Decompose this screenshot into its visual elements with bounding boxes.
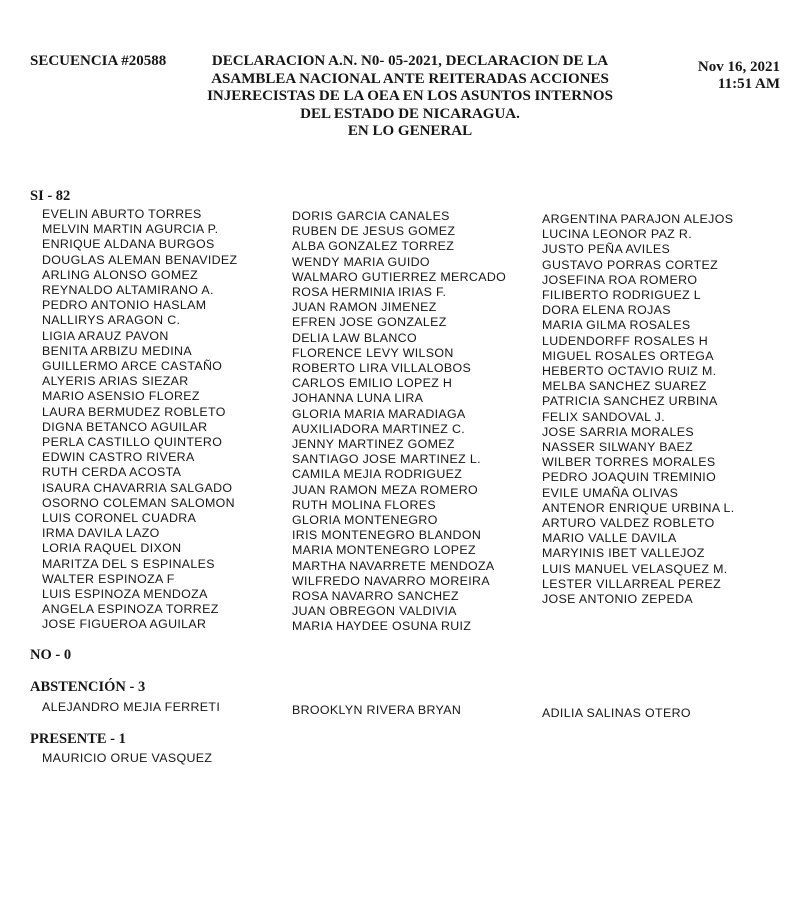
date: Nov 16, 2021	[697, 59, 780, 75]
si-voter-name: JOHANNA LUNA LIRA	[292, 391, 424, 406]
no-heading: NO - 0	[30, 647, 72, 663]
si-voter-name: MARIO ASENSIO FLOREZ	[42, 389, 200, 404]
title-line: ASAMBLEA NACIONAL ANTE REITERADAS ACCIONES	[211, 70, 609, 87]
si-voter-name: ALBA GONZALEZ TORREZ	[292, 239, 455, 254]
si-voter-name: LUIS MANUEL VELASQUEZ M.	[542, 561, 728, 576]
abstencion-name: ADILIA SALINAS OTERO	[542, 706, 691, 720]
si-voter-name: WILBER TORRES MORALES	[542, 455, 716, 470]
si-voter-name: GLORIA MONTENEGRO	[292, 513, 438, 528]
title-line: INJERECISTAS DE LA OEA EN LOS ASUNTOS INTERNOS	[207, 88, 613, 104]
si-voter-name: AUXILIADORA MARTINEZ C.	[292, 421, 466, 436]
si-voter-name: PERLA CASTILLO QUINTERO	[42, 435, 223, 450]
si-voter-name: FILIBERTO RODRIGUEZ L	[542, 288, 702, 303]
presente-heading: PRESENTE - 1	[30, 731, 126, 747]
si-voter-name: WENDY MARIA GUIDO	[292, 254, 430, 269]
si-voter-name: EFREN JOSE GONZALEZ	[292, 315, 447, 330]
si-voter-name: JOSE ANTONIO ZEPEDA	[542, 592, 694, 607]
si-voter-name: FLORENCE LEVY WILSON	[292, 345, 454, 360]
si-voter-name: ALYERIS ARIAS SIEZAR	[42, 374, 189, 389]
si-voter-name: IRMA DAVILA LAZO	[42, 526, 160, 541]
si-voter-name: LUDENDORFF ROSALES H	[542, 333, 709, 348]
si-voter-name: RUTH CERDA ACOSTA	[42, 465, 182, 480]
si-voter-name: MARIA GILMA ROSALES	[542, 318, 691, 333]
si-voter-name: LUIS ESPINOZA MENDOZA	[42, 587, 208, 602]
si-voter-name: JOSE SARRIA MORALES	[542, 424, 694, 439]
si-voter-name: SANTIAGO JOSE MARTINEZ L.	[292, 452, 481, 467]
si-voter-name: ROSA NAVARRO SANCHEZ	[292, 589, 459, 604]
si-voter-name: GLORIA MARIA MARADIAGA	[292, 406, 466, 421]
si-voter-name: EVELIN ABURTO TORRES	[42, 207, 202, 221]
si-voter-name: ROSA HERMINIA IRIAS F.	[292, 285, 447, 300]
si-voter-name: CARLOS EMILIO LOPEZ H	[292, 376, 453, 391]
si-voter-name: LESTER VILLARREAL PEREZ	[542, 576, 722, 591]
si-voter-name: JENNY MARTINEZ GOMEZ	[292, 437, 455, 452]
si-voter-name: GUILLERMO ARCE CASTAÑO	[42, 359, 223, 374]
title-line: DECLARACION A.N. N0- 05-2021, DECLARACION DE LA	[211, 53, 609, 69]
si-voter-name: PATRICIA SANCHEZ URBINA	[542, 394, 718, 409]
declaration-title	[190, 53, 630, 141]
si-voter-name: JUAN OBREGON VALDIVIA	[292, 604, 457, 619]
si-voter-name: LUIS CORONEL CUADRA	[42, 511, 197, 526]
si-voter-name: IRIS MONTENEGRO BLANDON	[292, 528, 482, 543]
si-column-1	[42, 207, 237, 633]
si-column-2	[292, 209, 506, 635]
si-heading: SI - 82	[30, 188, 71, 204]
si-voter-name: MARIO VALLE DAVILA	[542, 531, 677, 546]
si-voter-name: ISAURA CHAVARRIA SALGADO	[42, 480, 233, 495]
si-voter-name: MARYINIS IBET VALLEJOZ	[542, 546, 705, 561]
si-voter-name: MARTHA NAVARRETE MENDOZA	[292, 558, 495, 573]
si-voter-name: EDWIN CASTRO RIVERA	[42, 450, 195, 465]
si-voter-name: WALTER ESPINOZA F	[42, 571, 175, 586]
si-voter-name: WILFREDO NAVARRO MOREIRA	[292, 573, 490, 588]
si-voter-name: DORIS GARCIA CANALES	[292, 209, 450, 223]
si-voter-name: JUAN RAMON MEZA ROMERO	[292, 482, 478, 497]
si-voter-name: OSORNO COLEMAN SALOMON	[42, 495, 235, 510]
si-voter-name: PEDRO JOAQUIN TREMINIO	[542, 470, 717, 485]
si-column-3	[542, 212, 735, 607]
si-voter-name: JUAN RAMON JIMENEZ	[292, 300, 437, 315]
si-voter-name: JUSTO PEÑA AVILES	[542, 242, 671, 257]
title-line: EN LO GENERAL	[347, 123, 473, 139]
date-time	[660, 59, 780, 93]
si-voter-name: WALMARO GUTIERREZ MERCADO	[292, 269, 507, 284]
si-voter-name: CAMILA MEJIA RODRIGUEZ	[292, 467, 463, 482]
si-voter-name: FELIX SANDOVAL J.	[542, 409, 666, 424]
abstencion-name: ALEJANDRO MEJIA FERRETI	[42, 700, 221, 714]
si-voter-name: HEBERTO OCTAVIO RUIZ M.	[542, 364, 717, 379]
si-voter-name: MELVIN MARTIN AGURCIA P.	[42, 222, 219, 237]
si-voter-name: LAURA BERMUDEZ ROBLETO	[42, 404, 226, 419]
si-voter-name: JOSEFINA ROA ROMERO	[542, 272, 698, 287]
abstencion-name: BROOKLYN RIVERA BRYAN	[292, 703, 462, 717]
si-voter-name: NASSER SILWANY BAEZ	[542, 440, 694, 455]
si-voter-name: ROBERTO LIRA VILLALOBOS	[292, 361, 472, 376]
si-voter-name: MIGUEL ROSALES ORTEGA	[542, 348, 714, 363]
si-voter-name: LIGIA ARAUZ PAVON	[42, 328, 169, 343]
si-voter-name: NALLIRYS ARAGON C.	[42, 313, 181, 328]
si-voter-name: RUTH MOLINA FLORES	[292, 497, 436, 512]
si-voter-name: RUBEN DE JESUS GOMEZ	[292, 224, 456, 239]
si-voter-name: DOUGLAS ALEMAN BENAVIDEZ	[42, 252, 238, 267]
si-voter-name: LORIA RAQUEL DIXON	[42, 541, 182, 556]
sequence-number: SECUENCIA #20588	[30, 53, 167, 69]
si-voter-name: EVILE UMAÑA OLIVAS	[542, 485, 679, 500]
si-voter-name: ARGENTINA PARAJON ALEJOS	[542, 212, 734, 226]
si-voter-name: MELBA SANCHEZ SUAREZ	[542, 379, 707, 394]
title-line: DEL ESTADO DE NICARAGUA.	[300, 105, 520, 122]
si-voter-name: ANGELA ESPINOZA TORREZ	[42, 602, 219, 617]
si-voter-name: REYNALDO ALTAMIRANO A.	[42, 283, 214, 298]
si-voter-name: LUCINA LEONOR PAZ R.	[542, 227, 692, 242]
si-voter-name: ANTENOR ENRIQUE URBINA L.	[542, 500, 735, 515]
time: 11:51 AM	[717, 76, 780, 92]
si-voter-name: ARTURO VALDEZ ROBLETO	[542, 516, 715, 531]
si-voter-name: PEDRO ANTONIO HASLAM	[42, 298, 207, 313]
si-voter-name: DIGNA BETANCO AGUILAR	[42, 419, 208, 434]
si-voter-name: DORA ELENA ROJAS	[542, 303, 671, 318]
abstencion-heading: ABSTENCIÓN - 3	[30, 679, 146, 695]
si-voter-name: MARIA MONTENEGRO LOPEZ	[292, 543, 476, 558]
si-voter-name: ENRIQUE ALDANA BURGOS	[42, 237, 215, 252]
si-voter-name: JOSE FIGUEROA AGUILAR	[42, 617, 207, 632]
si-voter-name: DELIA LAW BLANCO	[292, 330, 417, 345]
si-voter-name: MARIA HAYDEE OSUNA RUIZ	[292, 619, 472, 634]
si-voter-name: ARLING ALONSO GOMEZ	[42, 267, 199, 282]
presente-name: MAURICIO ORUE VASQUEZ	[42, 751, 213, 765]
si-voter-name: BENITA ARBIZU MEDINA	[42, 343, 192, 358]
si-voter-name: MARITZA DEL S ESPINALES	[42, 556, 215, 571]
si-voter-name: GUSTAVO PORRAS CORTEZ	[542, 257, 719, 272]
